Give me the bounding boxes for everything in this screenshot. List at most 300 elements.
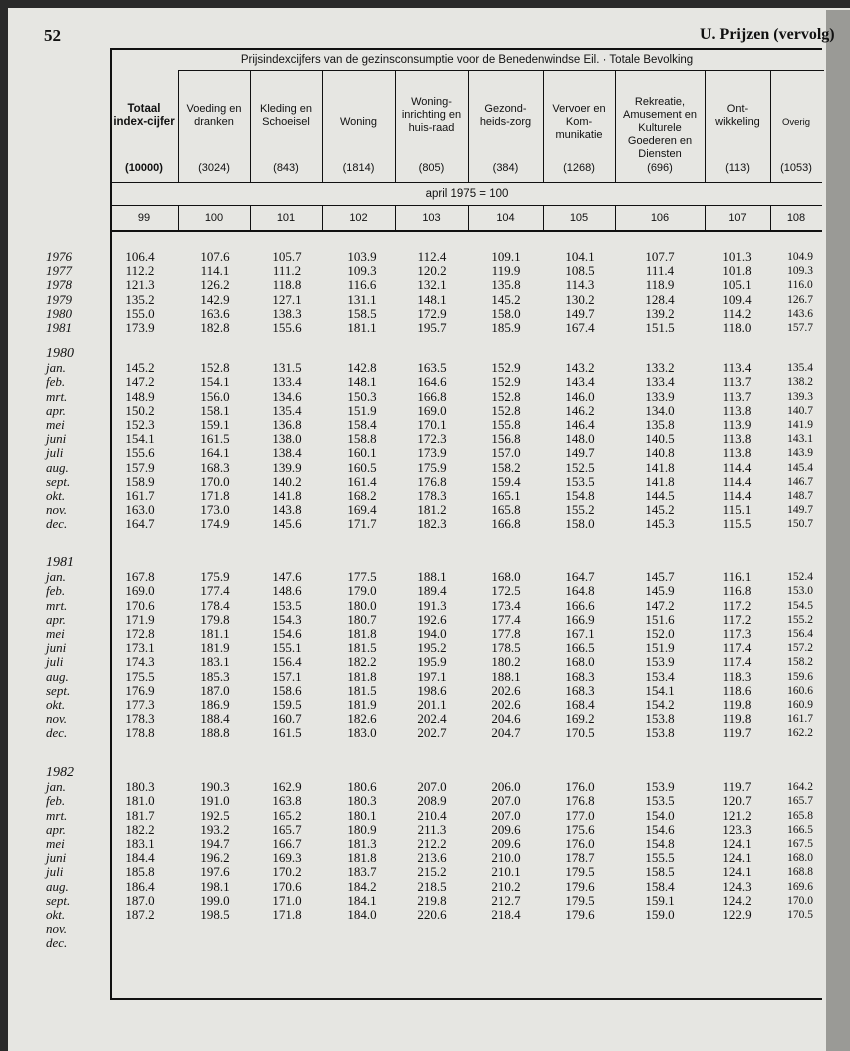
table-cell: 158.6	[272, 682, 302, 698]
table-cell: 160.6	[787, 684, 813, 697]
table-cell: 180.3	[347, 793, 377, 809]
table-cell: 140.5	[645, 431, 675, 447]
table-cell: 124.1	[722, 864, 752, 880]
table-cell: 186.4	[125, 878, 155, 894]
table-cell: 169.6	[787, 880, 813, 893]
table-cell: 119.8	[722, 697, 752, 712]
table-cell: 164.6	[417, 374, 447, 390]
table-cell: 147.2	[125, 374, 155, 390]
table-cell: 153.5	[565, 473, 595, 489]
column-header: Rekreatie, Amusement en Kulturele Goederen en Diensten	[623, 96, 697, 160]
table-cell: 158.4	[347, 417, 377, 432]
table-cell: 168.0	[565, 654, 595, 670]
table-cell: 209.6	[491, 821, 521, 837]
table-cell: 184.4	[125, 850, 155, 866]
table-cell: 153.8	[645, 711, 675, 727]
table-cell: 116.6	[347, 277, 377, 293]
table-cell: 188.8	[200, 725, 230, 741]
table-cell: 161.4	[347, 473, 377, 489]
row-label: sept.	[46, 473, 71, 489]
table-cell: 182.3	[417, 516, 447, 532]
table-cell: 148.7	[787, 490, 813, 502]
table-cell: 210.1	[491, 864, 521, 880]
column-separator	[543, 70, 544, 182]
table-cell: 173.9	[125, 320, 155, 335]
column-ref-number: 103	[422, 212, 441, 224]
column-header: Kleding en Schoeisel	[260, 102, 312, 128]
table-cell: 202.6	[491, 697, 521, 712]
table-cell: 133.2	[645, 360, 675, 376]
table-cell: 112.4	[417, 249, 447, 264]
table-cell: 144.5	[645, 488, 675, 503]
row-label: jan.	[46, 569, 66, 585]
column-header: Woning	[339, 115, 378, 128]
table-cell: 170.6	[272, 878, 302, 894]
row-label: dec.	[46, 725, 68, 741]
row-label: apr.	[46, 611, 66, 627]
table-cell: 153.0	[787, 585, 813, 598]
table-cell: 145.2	[125, 360, 155, 376]
table-cell: 169.3	[272, 850, 302, 866]
table-cell: 207.0	[417, 779, 447, 795]
table-cell: 162.2	[787, 727, 813, 740]
table-cell: 165.2	[272, 807, 302, 823]
table-cell: 166.7	[272, 836, 302, 851]
table-cell: 148.6	[272, 583, 302, 599]
table-cell: 180.3	[125, 779, 155, 795]
table-cell: 197.6	[200, 864, 230, 880]
table-cell: 202.6	[491, 682, 521, 698]
table-cell: 195.2	[417, 640, 447, 656]
table-cell: 182.8	[200, 320, 230, 335]
table-cell: 114.4	[722, 459, 752, 475]
table-cell: 146.7	[787, 475, 813, 488]
table-cell: 170.1	[417, 417, 447, 432]
table-cell: 152.9	[491, 360, 521, 376]
table-cell: 158.0	[565, 516, 595, 532]
row-label: nov.	[46, 502, 68, 518]
table-cell: 143.8	[272, 502, 302, 518]
table-cell: 163.8	[272, 793, 302, 809]
row-label: aug.	[46, 878, 69, 894]
table-cell: 180.9	[347, 821, 377, 837]
table-cell: 124.1	[722, 850, 752, 866]
table-cell: 188.4	[200, 711, 230, 727]
table-cell: 180.6	[347, 779, 377, 795]
table-cell: 109.3	[787, 265, 813, 278]
table-cell: 170.0	[787, 894, 813, 907]
base-rule	[110, 205, 822, 206]
table-cell: 158.9	[125, 473, 155, 489]
table-cell: 212.7	[491, 892, 521, 908]
table-cell: 191.3	[417, 597, 447, 613]
table-cell: 175.6	[565, 821, 595, 837]
row-label: sept.	[46, 892, 71, 908]
table-cell: 143.9	[787, 447, 813, 460]
row-label: nov.	[46, 711, 68, 727]
table-cell: 130.2	[565, 291, 595, 307]
table-cell: 166.8	[417, 388, 447, 404]
row-label: okt.	[46, 488, 66, 503]
table-cell: 115.5	[722, 516, 752, 532]
table-cell: 152.5	[565, 459, 595, 475]
table-cell: 172.9	[417, 305, 447, 321]
table-cell: 139.2	[645, 305, 675, 321]
table-cell: 166.6	[565, 597, 595, 613]
table-cell: 166.8	[491, 516, 521, 532]
table-cell: 138.4	[272, 445, 302, 461]
table-cell: 141.8	[645, 459, 675, 475]
table-cell: 135.2	[125, 291, 155, 307]
table-cell: 182.2	[125, 821, 155, 837]
table-cell: 153.5	[645, 793, 675, 809]
table-cell: 185.3	[200, 668, 230, 684]
column-header: Totaal index-cijfer	[113, 102, 175, 128]
table-cell: 175.9	[200, 569, 230, 585]
table-cell: 168.3	[565, 668, 595, 684]
column-weight: (3024)	[198, 162, 230, 174]
table-cell: 219.8	[417, 892, 447, 908]
table-cell: 113.9	[722, 417, 752, 432]
table-cell: 181.5	[347, 682, 377, 698]
table-cell: 160.5	[347, 459, 377, 475]
table-cell: 169.0	[417, 402, 447, 418]
table-cell: 183.1	[200, 654, 230, 670]
table-cell: 157.2	[787, 642, 813, 655]
table-cell: 109.3	[347, 263, 377, 279]
column-header: Gezond-heids-zorg	[479, 102, 532, 128]
table-cell: 178.5	[491, 640, 521, 656]
column-separator	[615, 70, 616, 182]
table-cell: 158.0	[491, 305, 521, 321]
base-note: april 1975 = 100	[425, 188, 509, 200]
table-cell: 165.8	[787, 809, 813, 822]
table-cell: 155.0	[125, 305, 155, 321]
table-cell: 179.6	[565, 907, 595, 922]
table-cell: 152.9	[491, 374, 521, 390]
table-cell: 157.1	[272, 668, 302, 684]
table-cell: 195.7	[417, 320, 447, 335]
table-cell: 143.6	[787, 307, 813, 320]
table-cell: 152.0	[645, 626, 675, 641]
table-cell: 160.7	[272, 711, 302, 727]
table-cell: 198.5	[200, 907, 230, 922]
table-cell: 169.2	[565, 711, 595, 727]
table-cell: 155.5	[645, 850, 675, 866]
table-cell: 168.0	[787, 852, 813, 865]
table-cell: 113.8	[722, 402, 752, 418]
table-cell: 167.5	[787, 838, 813, 850]
table-cell: 128.4	[645, 291, 675, 307]
table-cell: 165.7	[272, 821, 302, 837]
table-cell: 138.2	[787, 376, 813, 389]
table-cell: 177.4	[200, 583, 230, 599]
table-cell: 159.4	[491, 473, 521, 489]
table-cell: 107.7	[645, 249, 675, 264]
table-cell: 124.1	[722, 836, 752, 851]
table-cell: 179.0	[347, 583, 377, 599]
table-cell: 168.3	[200, 459, 230, 475]
table-cell: 189.4	[417, 583, 447, 599]
table-cell: 215.2	[417, 864, 447, 880]
table-cell: 123.3	[722, 821, 752, 837]
table-cell: 164.7	[125, 516, 155, 532]
table-cell: 150.3	[347, 388, 377, 404]
table-cell: 117.3	[722, 626, 752, 641]
table-cell: 218.4	[491, 907, 521, 922]
table-cell: 163.0	[125, 502, 155, 518]
table-cell: 183.7	[347, 864, 377, 880]
table-cell: 145.2	[645, 502, 675, 518]
ref-rule	[110, 230, 822, 232]
table-cell: 167.8	[125, 569, 155, 585]
table-cell: 148.9	[125, 388, 155, 404]
table-cell: 198.6	[417, 682, 447, 698]
table-cell: 173.0	[200, 502, 230, 518]
table-cell: 182.2	[347, 654, 377, 670]
table-cell: 152.8	[491, 388, 521, 404]
ref-separator	[705, 205, 706, 231]
row-label: feb.	[46, 374, 66, 390]
table-cell: 159.1	[645, 892, 675, 908]
table-cell: 119.7	[722, 779, 752, 795]
table-cell: 156.4	[787, 628, 813, 640]
table-cell: 181.1	[347, 320, 377, 335]
table-cell: 185.9	[491, 320, 521, 335]
table-cell: 193.2	[200, 821, 230, 837]
row-label: mrt.	[46, 388, 68, 404]
table-cell: 211.3	[417, 821, 447, 837]
column-ref-number: 106	[650, 212, 670, 224]
table-cell: 183.1	[125, 836, 155, 851]
table-cell: 105.1	[722, 277, 752, 293]
row-label: aug.	[46, 459, 69, 475]
column-separator	[705, 70, 706, 182]
table-cell: 183.0	[347, 725, 377, 741]
table-cell: 154.1	[200, 374, 230, 390]
table-cell: 153.8	[645, 725, 675, 741]
table-cell: 111.2	[272, 263, 302, 279]
ref-separator	[615, 205, 616, 231]
table-cell: 154.3	[272, 611, 302, 627]
table-cell: 204.6	[491, 711, 521, 727]
column-ref-number: 102	[349, 212, 368, 224]
table-cell: 153.9	[645, 779, 675, 795]
table-cell: 184.2	[347, 878, 377, 894]
table-cell: 177.0	[565, 807, 595, 823]
table-cell: 140.2	[272, 473, 302, 489]
table-cell: 168.0	[491, 569, 521, 585]
table-cell: 126.7	[787, 293, 813, 306]
table-cell: 155.1	[272, 640, 302, 656]
table-cell: 118.0	[722, 320, 752, 335]
table-cell: 207.0	[491, 793, 521, 809]
table-cell: 154.5	[787, 599, 813, 612]
row-label: nov.	[46, 921, 68, 937]
table-cell: 142.9	[200, 291, 230, 307]
table-cell: 170.5	[565, 725, 595, 741]
table-cell: 105.7	[272, 249, 302, 264]
column-separator	[250, 70, 251, 182]
table-cell: 117.4	[722, 654, 752, 670]
column-weight: (1053)	[780, 162, 812, 174]
row-label: feb.	[46, 583, 66, 599]
table-cell: 187.0	[125, 892, 155, 908]
column-separator	[178, 70, 179, 182]
table-cell: 192.6	[417, 611, 447, 627]
page-number: 52	[44, 26, 61, 45]
table-cell: 171.8	[272, 907, 302, 922]
table-cell: 116.0	[787, 279, 813, 292]
table-cell: 201.1	[417, 697, 447, 712]
table-cell: 170.6	[125, 597, 155, 613]
column-weight: (843)	[273, 162, 299, 174]
table-cell: 146.4	[565, 417, 595, 432]
table-cell: 158.5	[645, 864, 675, 880]
table-cell: 181.7	[125, 807, 155, 823]
table-cell: 142.8	[347, 360, 377, 376]
table-cell: 156.0	[200, 388, 230, 404]
table-cell: 140.7	[787, 404, 813, 417]
table-cell: 152.8	[491, 402, 521, 418]
row-label: 1981	[46, 320, 72, 335]
table-cell: 151.9	[645, 640, 675, 656]
table-cell: 155.6	[125, 445, 155, 461]
table-cell: 161.7	[125, 488, 155, 503]
table-cell: 210.0	[491, 850, 521, 866]
table-cell: 218.5	[417, 878, 447, 894]
table-cell: 159.1	[200, 417, 230, 432]
table-cell: 133.4	[272, 374, 302, 390]
column-header: Woning-inrichting en huis-raad	[401, 96, 462, 134]
table-cell: 151.5	[645, 320, 675, 335]
table-cell: 180.0	[347, 597, 377, 613]
table-cell: 117.2	[722, 597, 752, 613]
table-cell: 176.8	[565, 793, 595, 809]
table-cell: 172.3	[417, 431, 447, 447]
table-cell: 138.0	[272, 431, 302, 447]
column-header: Ont-wikkeling	[715, 102, 760, 128]
table-cell: 150.2	[125, 402, 155, 418]
table-cell: 141.8	[272, 488, 302, 503]
ref-separator	[770, 205, 771, 231]
table-cell: 192.5	[200, 807, 230, 823]
column-weight: (10000)	[125, 162, 163, 174]
table-cell: 146.2	[565, 402, 595, 418]
table-cell: 133.9	[645, 388, 675, 404]
row-label: juni	[46, 431, 67, 447]
table-cell: 136.8	[272, 417, 302, 432]
column-separator	[322, 70, 323, 182]
table-cell: 179.5	[565, 892, 595, 908]
table-cell: 210.4	[417, 807, 447, 823]
table-cell: 139.3	[787, 390, 813, 403]
table-cell: 177.8	[491, 626, 521, 641]
row-label: feb.	[46, 793, 66, 809]
row-label: okt.	[46, 697, 66, 712]
table-cell: 146.0	[565, 388, 595, 404]
table-cell: 199.0	[200, 892, 230, 908]
table-cell: 131.1	[347, 291, 377, 307]
table-cell: 169.4	[347, 502, 377, 518]
table-cell: 181.3	[347, 836, 377, 851]
year-heading: 1981	[46, 555, 74, 570]
table-cell: 195.9	[417, 654, 447, 670]
table-cell: 114.4	[722, 488, 752, 503]
table-cell: 147.2	[645, 597, 675, 613]
table-cell: 140.8	[645, 445, 675, 461]
table-cell: 153.9	[645, 654, 675, 670]
table-cell: 210.2	[491, 878, 521, 894]
table-cell: 187.0	[200, 682, 230, 698]
table-cell: 135.8	[645, 417, 675, 432]
table-cell: 158.2	[787, 656, 813, 669]
table-cell: 145.9	[645, 583, 675, 599]
column-weight: (384)	[492, 162, 519, 174]
table-cell: 167.4	[565, 320, 595, 335]
table-cell: 121.3	[125, 277, 155, 293]
table-cell: 170.5	[787, 909, 813, 921]
table-cell: 182.6	[347, 711, 377, 727]
table-cell: 171.9	[125, 611, 155, 627]
table-cell: 114.4	[722, 473, 752, 489]
table-cell: 178.7	[565, 850, 595, 866]
table-cell: 212.2	[417, 836, 447, 851]
column-header: Overig	[782, 116, 810, 128]
column-separator	[468, 70, 469, 182]
table-cell: 168.4	[565, 697, 595, 712]
table-cell: 154.0	[645, 807, 675, 823]
table-cell: 175.5	[125, 668, 155, 684]
column-ref-number: 104	[496, 212, 515, 224]
row-label: dec.	[46, 516, 68, 532]
table-cell: 165.1	[491, 488, 521, 503]
table-cell: 177.3	[125, 697, 155, 712]
table-cell: 127.1	[272, 291, 302, 307]
table-cell: 187.2	[125, 907, 155, 922]
table-cell: 171.0	[272, 892, 302, 908]
table-cell: 141.9	[787, 419, 813, 431]
table-cell: 101.8	[722, 263, 752, 279]
table-cell: 109.4	[722, 291, 752, 307]
header-rule	[110, 182, 822, 183]
row-label: juli	[46, 445, 64, 461]
table-cell: 175.9	[417, 459, 447, 475]
table-cell: 220.6	[417, 907, 447, 922]
table-cell: 148.0	[565, 431, 595, 447]
table-cell: 154.8	[565, 488, 595, 503]
table-cell: 170.0	[200, 473, 230, 489]
table-cell: 176.0	[565, 836, 595, 851]
table-cell: 126.2	[200, 277, 230, 293]
table-cell: 122.9	[722, 907, 752, 922]
row-label: 1980	[46, 305, 72, 321]
table-cell: 135.4	[787, 362, 813, 375]
table-cell: 101.3	[722, 249, 752, 264]
table-cell: 180.2	[491, 654, 521, 670]
table-cell: 148.1	[417, 291, 447, 307]
table-cell: 202.7	[417, 725, 447, 741]
table-cell: 154.2	[645, 697, 675, 712]
table-cell: 180.1	[347, 807, 377, 823]
ref-separator	[250, 205, 251, 231]
table-cell: 163.6	[200, 305, 230, 321]
table-cell: 108.5	[565, 263, 595, 279]
column-ref-number: 99	[137, 212, 151, 224]
table-cell: 178.3	[125, 711, 155, 727]
table-cell: 152.8	[200, 360, 230, 376]
table-cell: 145.3	[645, 516, 675, 532]
